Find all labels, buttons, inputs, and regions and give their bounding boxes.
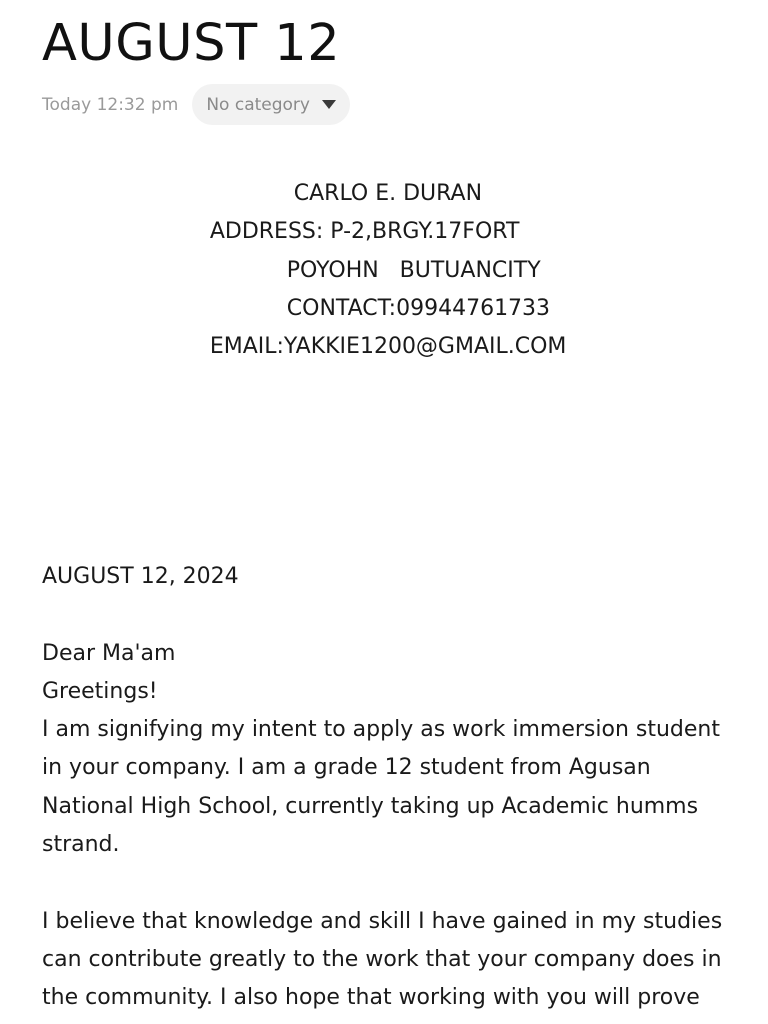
sender-email: EMAIL:YAKKIE1200@GMAIL.COM <box>42 334 567 360</box>
letter-greeting: Greetings! <box>42 678 158 704</box>
note-body[interactable] <box>42 175 732 1018</box>
category-dropdown[interactable] <box>192 84 350 125</box>
chevron-down-icon <box>322 100 336 109</box>
blank-line <box>42 864 732 902</box>
blank-line <box>42 596 732 634</box>
note-meta <box>42 84 350 125</box>
blank-line <box>42 520 732 558</box>
sender-name: CARLO E. DURAN <box>42 181 483 206</box>
sender-address-line-2: POYOHN BUTUANCITY <box>42 257 541 283</box>
letter-paragraph: I am signifying my intent to apply as work immersion student in your company. I am a grade 12 student from Agusan National High School, currently taking up Academic humms strand. <box>42 717 721 858</box>
sender-contact: CONTACT:09944761733 <box>42 295 551 321</box>
letter-paragraph: I believe that knowledge and skill I have gained in my studies can contribute greatly to the work that your company does in the community. I also hope that working with you will prove <box>42 908 723 1011</box>
category-label: No category <box>206 94 310 115</box>
letter-date: AUGUST 12, 2024 <box>42 563 239 589</box>
sender-address-line-1: ADDRESS: P-2,BRGY.17FORT <box>42 219 520 245</box>
blank-line <box>42 405 732 443</box>
blank-line <box>42 366 732 404</box>
blank-line <box>42 443 732 481</box>
note-timestamp: Today 12:32 pm <box>42 94 179 115</box>
note-title[interactable]: AUGUST 12 <box>42 14 341 73</box>
blank-line <box>42 481 732 519</box>
letter-salutation: Dear Ma'am <box>42 640 176 666</box>
